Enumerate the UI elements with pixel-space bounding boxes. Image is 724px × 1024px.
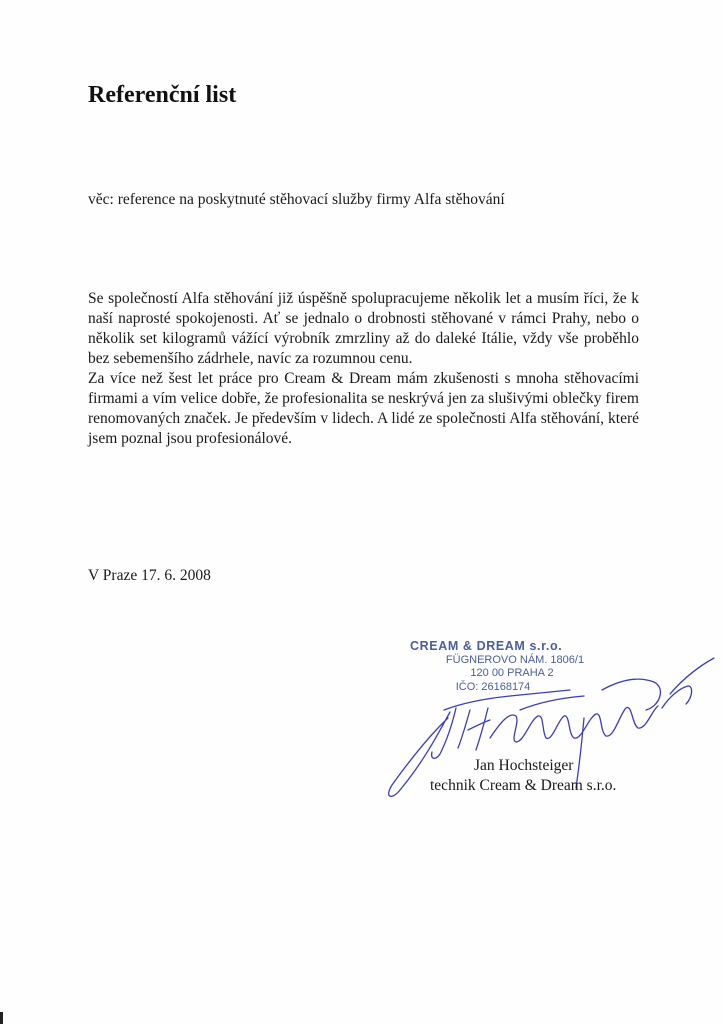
body-paragraph-2: Za více než šest let práce pro Cream & Dream mám zkušenosti s mnoha stěhovacími firmami a vím velice dobře, že profesionalita se neskrývá jen za slušivými oblečky firem renomovaných značek. Je především v lidech. A lidé ze společnosti Alfa stěhování, které jsem poznal jsou profesionálové. <box>88 370 639 447</box>
place-date: V Praze 17. 6. 2008 <box>88 567 211 584</box>
signer-block <box>430 756 650 796</box>
signer-role: technik Cream & Dream s.r.o. <box>430 777 617 794</box>
letter-body <box>88 289 639 449</box>
scan-edge-mark <box>0 1012 3 1024</box>
signer-name: Jan Hochsteiger <box>474 757 574 774</box>
stamp-street: FÜGNEROVO NÁM. 1806/1 <box>445 653 585 666</box>
body-paragraph-1: Se společností Alfa stěhování již úspěšně spolupracujeme několik let a musím říci, že k naší naprosté spokojenosti. Ať se jednalo o drobnosti stěhované v rámci Prahy, nebo o několik set kilogramů vážící výrobník zmrzliny až do daleké Itálie, vždy vše proběhlo bez sebemenšího zádrhele, navíc za rozumnou cenu. <box>88 290 639 367</box>
document-title: Referenční list <box>88 82 237 108</box>
stamp-ico: IČO: 26168174 <box>455 680 531 693</box>
stamp-company: CREAM & DREAM s.r.o. <box>410 639 563 653</box>
subject-line: věc: reference na poskytnuté stěhovací služby firmy Alfa stěhování <box>88 191 505 208</box>
stamp-city: 120 00 PRAHA 2 <box>470 667 554 679</box>
